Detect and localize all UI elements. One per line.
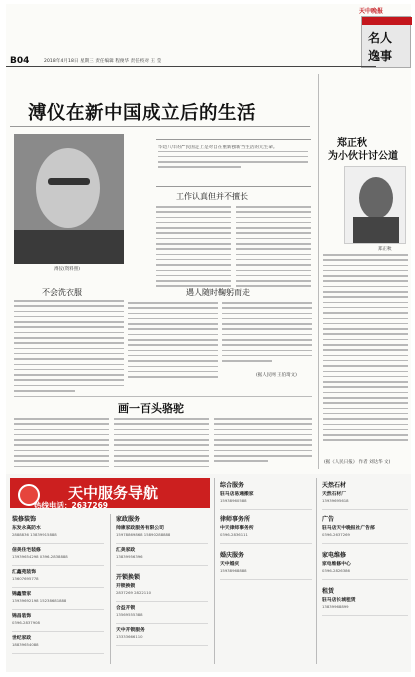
heading-bow: 遇人随时鞠躬而走 bbox=[186, 288, 250, 297]
newspaper-page bbox=[6, 4, 411, 672]
category-appliance: 家电维修 bbox=[322, 552, 347, 559]
newspaper-logo: 天中晚报 bbox=[359, 8, 384, 15]
category-general: 综合服务 bbox=[220, 482, 245, 489]
category-stone: 天然石材 bbox=[322, 482, 347, 489]
puyi-photo bbox=[14, 134, 124, 264]
section-rule bbox=[14, 396, 312, 397]
body-col-2 bbox=[236, 206, 311, 296]
body-bottom-1 bbox=[14, 418, 109, 470]
article-credit: (据人民网 王伯琦文) bbox=[256, 373, 297, 378]
title-rule bbox=[10, 126, 310, 127]
category-lawyer: 律师事务所 bbox=[220, 516, 251, 523]
article-title: 溥仪在新中国成立后的生活 bbox=[28, 103, 257, 124]
article-intro bbox=[156, 139, 311, 187]
listing[interactable]: 天中开锁服务 13333666110 bbox=[116, 626, 208, 646]
service-guide bbox=[6, 474, 411, 672]
page-number: B04 bbox=[10, 56, 30, 66]
column-divider bbox=[318, 74, 319, 469]
zheng-photo-caption: 郑正秋 bbox=[378, 247, 392, 252]
heading-work: 工作认真但并不擅长 bbox=[176, 192, 248, 201]
category-decoration: 装修装饰 bbox=[12, 516, 37, 523]
page-meta: 2018年4月18日 星期三 责任编辑 程俊华 责任校对 王 莹 bbox=[44, 59, 162, 64]
listing[interactable]: 驻马店易通搬家 15938960588 bbox=[220, 490, 312, 510]
heading-laundry: 不会洗衣服 bbox=[42, 288, 82, 297]
section-tag-line-1: 名人 bbox=[368, 31, 393, 45]
listing[interactable]: 合益开锁 13569555388 bbox=[116, 604, 208, 624]
listing[interactable]: 信美住宅装修 13939654298 0396-2838888 bbox=[12, 546, 104, 566]
side-credit: (据《人民日报》 作者 刘达华 文) bbox=[324, 460, 391, 465]
listing[interactable]: 驻马店天中晚报社广告部 0396-2637269 bbox=[322, 524, 408, 544]
body-col-3 bbox=[128, 302, 218, 384]
category-wedding: 婚庆服务 bbox=[220, 552, 245, 559]
guide-title: 天中服务导航 bbox=[68, 484, 159, 502]
listing[interactable]: 驻马店长城租赁 13839968899 bbox=[322, 596, 408, 616]
zheng-photo bbox=[344, 166, 406, 244]
category-locks: 开锁换锁 bbox=[116, 574, 141, 581]
heading-camels: 画一百头骆驼 bbox=[118, 402, 184, 415]
category-housekeeping: 家政服务 bbox=[116, 516, 141, 523]
listing[interactable]: 锦鑫管家 13939692198 15238681888 bbox=[12, 590, 104, 610]
side-title-2: 为小伙计讨公道 bbox=[328, 151, 398, 162]
guide-banner bbox=[10, 478, 210, 508]
body-col-left bbox=[14, 300, 124, 395]
category-rental: 租赁 bbox=[322, 588, 335, 595]
intro-text: 毕迅八年的严民国走上是对自在重新独新当生活的元生命。 bbox=[158, 145, 278, 150]
listing[interactable]: 东发永高防水 2888836 13839915888 bbox=[12, 524, 104, 544]
body-bottom-2 bbox=[114, 418, 209, 470]
listing[interactable]: 家电维修中心 0396-2826386 bbox=[322, 560, 408, 580]
listing[interactable]: 天中婚庆 15938968888 bbox=[220, 560, 312, 580]
listing[interactable]: 世纪家政 18839654088 bbox=[12, 634, 104, 654]
side-body bbox=[323, 254, 408, 454]
header-rule bbox=[6, 66, 376, 67]
page-header bbox=[6, 4, 411, 66]
listing[interactable]: 帅康家政服务有限公司 15978869868 15890288888 bbox=[116, 524, 208, 544]
listing[interactable]: 汇美家政 13839956396 bbox=[116, 546, 208, 566]
category-ads: 广告 bbox=[322, 516, 335, 523]
body-col-4 bbox=[222, 302, 312, 372]
section-tag-line-2: 逸事 bbox=[368, 49, 393, 63]
listing[interactable]: 开锁换锁 2837269 2822110 bbox=[116, 582, 208, 602]
section-tag-bar bbox=[362, 17, 412, 25]
side-title-1: 郑正秋 bbox=[337, 138, 367, 149]
body-bottom-3 bbox=[214, 418, 312, 470]
listing[interactable]: 锦昌装饰 0396-2837908 bbox=[12, 612, 104, 632]
puyi-photo-caption: 溥仪(资料照) bbox=[54, 267, 81, 272]
section-tag bbox=[361, 16, 411, 68]
body-col-1 bbox=[156, 206, 231, 296]
listing[interactable]: 天然石材厂 13939695618 bbox=[322, 490, 408, 510]
listing[interactable]: 汇鑫苑装饰 13607695778 bbox=[12, 568, 104, 588]
guide-phone: 热线电话：2637269 bbox=[34, 501, 109, 510]
listing[interactable]: 中天律师事务所 0396-2836111 bbox=[220, 524, 312, 544]
